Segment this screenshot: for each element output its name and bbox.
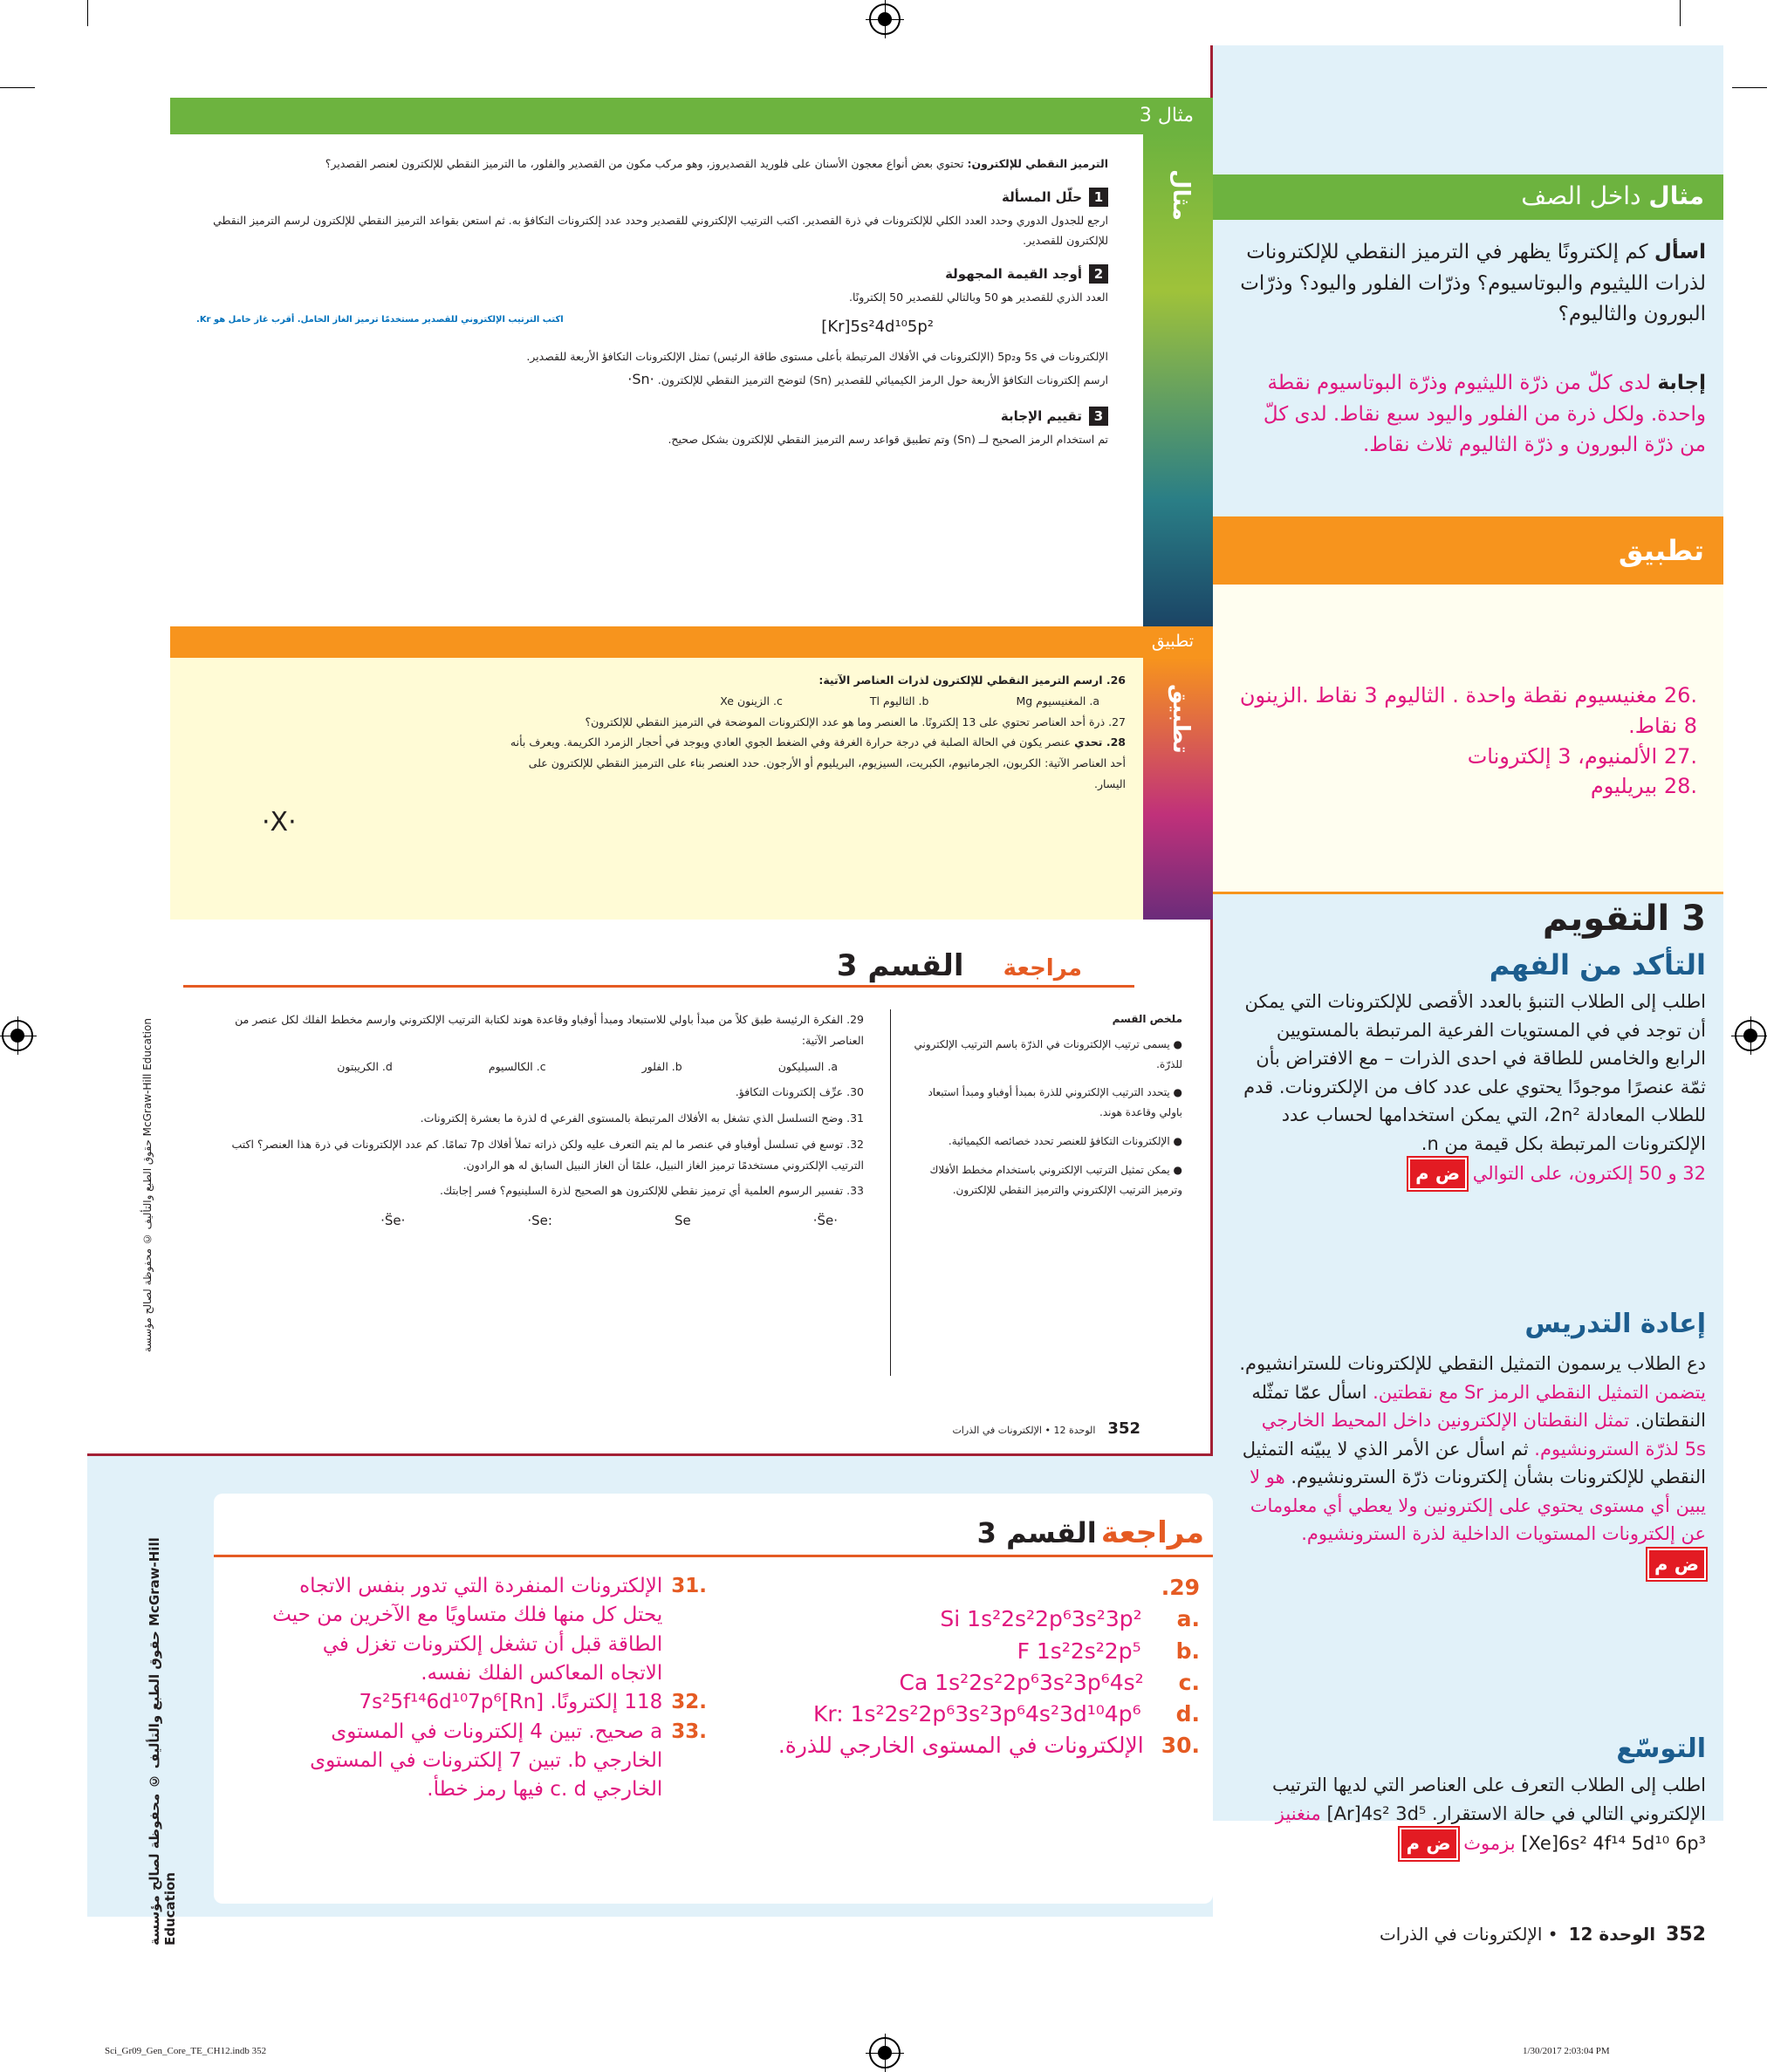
extend-title: التوسّع bbox=[1616, 1734, 1706, 1764]
example-banner: مثال 3 bbox=[170, 98, 1213, 134]
se-option: ·S̈e· bbox=[812, 1213, 838, 1228]
crop-mark bbox=[1732, 87, 1767, 88]
assess-heading: 3 التقويم bbox=[1542, 899, 1706, 939]
bottom-review-right: .29 .a Si 1s²2s²2p⁶3s²3p² .b F 1s²2s²2p⁵ .c Ca 1s²2s²2p⁶3s²3p⁶4s² .d Kr: 1s²2s²2p⁶3s²3p⁶4s²3d¹⁰4p⁶ .30 الإلكترونات في المستوى الخارجي للذرة. bbox=[777, 1575, 1200, 1759]
practice-q27: 27. ذرة أحد العناصر تحتوي على 13 إلكترونًا. ما العنصر وما هو عدد الإلكترونات الموضحة في الترميز النقطي للإلكترون؟ bbox=[585, 715, 1126, 728]
summary-title: ملخص القسم bbox=[1112, 1013, 1182, 1025]
step-2-text-2: الإلكترونات في 5s و5p₂ (الإلكترونات في الأفلاك المرتبطة بأعلى مستوى طاقة الرئيس) تمثل الإلكترونات التكافؤ الأربعة للقصدير. bbox=[526, 350, 1108, 364]
practice-q26a: a. المغنيسيوم Mg bbox=[1016, 694, 1099, 708]
se-option: ·S̈e· bbox=[380, 1213, 406, 1228]
teacher-answer: إجابة لدى كلّ من ذرّة الليثيوم وذرّة البوتاسيوم نقطة واحدة. ولكل ذرة من الفلور واليود سبع نقاط. لدى كلّ من ذرّة البورون و ذرّة الثاليوم ثلاث نقاط. bbox=[1263, 372, 1706, 457]
teacher-footer-unit-bold: الوحدة 12 bbox=[1568, 1924, 1656, 1945]
answer-badge: ض م bbox=[1647, 1549, 1706, 1581]
review-q29b: b. الفلور bbox=[641, 1059, 682, 1073]
crop-mark bbox=[1680, 0, 1681, 26]
review-q29: 29. الفكرة الرئيسة طبق كلاً من مبدأ باولي للاستبعاد ومبدأ أوفباو وقاعدة هوند لكتابة الترتيب الإلكتروني وارسم مخطط الفلك لكل عنصر من العناصر الآتية: bbox=[235, 1013, 864, 1047]
answer-badge: ض م bbox=[1400, 1828, 1458, 1860]
step-2-title: 2أوجد القيمة المجهولة bbox=[196, 263, 1108, 287]
se-option: ·Se: bbox=[527, 1213, 552, 1228]
bottom-review-left: .31 الإلكترونات المنفردة التي تدور بنفس الاتجاه يحتل كل منها فلك متساويًا مع الآخرين من حيث الطاقة قبل أن تشغل إلكترونات تغزل في الاتجاه المعاكس الفلك نفسه. .32 118 إلكترونًا. [Rn]7s²5f¹⁴6d¹⁰7p⁶ .33 a صحيح. تبين 4 إلكترونات في المستوى الخارجي b. تبين 7 إلكترونات في المستوى الخارجي c. d فيها رمز خطأ. bbox=[272, 1575, 707, 1802]
practice-answer: .27 الألمنيوم، 3 إلكترونات bbox=[1467, 743, 1697, 769]
practice-answer: .28 بيريليوم bbox=[1590, 774, 1697, 799]
crop-mark bbox=[0, 87, 35, 88]
summary-item: ● يسمى ترتيب الإلكترونات في الذرّة باسم الترتيب الإلكتروني للذرّة. bbox=[914, 1037, 1182, 1070]
review-q32: 32. توسع في تسلسل أوفباو في عنصر ما لم يتم التعرف عليه ولكن ذراته تملأ أفلاك 7p تمامًا. كم عدد الإلكترونات في ذرة هذا العنصر؟ اكتب الترتيب الإلكتروني مستخدمًا ترميز الغاز النبيل، علمًا أن الغاز النبيل السابق له هو الرادون. bbox=[231, 1137, 864, 1172]
review-divider bbox=[890, 1009, 891, 1376]
practice-body bbox=[170, 658, 1143, 920]
teacher-practice-answers bbox=[1213, 585, 1723, 894]
step-3-text: تم استخدام الرمز الصحيح لــ (Sn) وتم تطبيق قواعد رسم الترميز النقطي للإلكترون بشكل صحيح. bbox=[668, 432, 1108, 446]
se-option: Se bbox=[674, 1213, 691, 1228]
step-2-text-3: ارسم إلكترونات التكافؤ الأربعة حول الرمز الكيميائي للقصدير (Sn) لتوضح الترميز النقطي للإلكترون. ·Sn· bbox=[627, 371, 1108, 388]
bottom-review-title: مراجعة القسم 3 bbox=[214, 1515, 1213, 1557]
review-q31: 31. وضح التسلسل الذي تشغل به الأفلاك المرتبطة بالمستوى الفرعي d لذرة ما بعشرة إلكترونات. bbox=[420, 1111, 864, 1125]
check-title: التأكد من الفهم bbox=[1489, 948, 1706, 981]
se-footer-unit: الوحدة 12 • الإلكترونات في الذرات bbox=[952, 1425, 1096, 1436]
registration-mark-icon bbox=[2, 1020, 33, 1051]
reteach-text: دع الطلاب يرسمون التمثيل النقطي للإلكترونات للسترانشيوم. يتضمن التمثيل النقطي الرمز Sr مع نقطتين. اسأل عمّا تمثّله النقطتان. تمثل النقطتان الإلكترونين داخل المحيط الخارجي 5s لذرّة السترونشيوم. ثم اسأل عن الأمر الذي لا يبيّنه التمثيل النقطي للإلكترونات بشأن إلكترونات ذرّة السترونشيوم. هو لا يبين أي مستوى يحتوي على إلكترونين ولا يعطي أي معلومات عن إلكترونات المستويات الداخلية لذرة السترونشيوم. ض م bbox=[1239, 1350, 1706, 1580]
teacher-ask: اسأل كم إلكترونًا يظهر في الترميز النقطي للإلكترونات لذرات الليثيوم والبوتاسيوم؟ وذرّات الفلور واليود؟ وذرّات البورون والثاليوم؟ bbox=[1240, 241, 1706, 326]
slug-file: Sci_Gr09_Gen_Core_TE_CH12.indb 352 bbox=[105, 2046, 267, 2056]
example-intro: الترميز النقطي للإلكترون: تحتوي بعض أنواع معجون الأسنان على فلوريد القصديروز، وهو مركب مكون من القصدير والفلور، ما الترميز النقطي للإلكترون لعنصر القصدير؟ bbox=[325, 157, 1108, 170]
review-q29a: a. السيليكون bbox=[777, 1059, 838, 1073]
se-footer bbox=[952, 1419, 1140, 1438]
crop-mark bbox=[87, 0, 88, 26]
practice-q26c: c. الزينون Xe bbox=[720, 694, 783, 708]
practice-side-tab: تطبيق bbox=[1168, 684, 1194, 754]
review-q33: 33. تفسير الرسوم العلمية أي ترميز نقطي للإلكترون هو الصحيح لذرة السلينيوم؟ فسر إجابتك. bbox=[439, 1184, 864, 1198]
teacher-practice-banner: تطبيق bbox=[1213, 516, 1723, 585]
registration-mark-icon bbox=[1735, 1020, 1766, 1051]
x-dot-symbol: ·X· bbox=[262, 807, 297, 838]
step-1-title: 1حلّل المسألة bbox=[196, 186, 1108, 210]
review-q29c: c. الكالسيوم bbox=[488, 1059, 546, 1073]
teacher-page-number: 352 bbox=[1666, 1924, 1706, 1945]
slug-date: 1/30/2017 2:03:04 PM bbox=[1523, 2046, 1610, 2056]
bottom-side-copyright: حقوق الطبع والتأليف © محفوظة لصالح مؤسسة McGraw-Hill Education bbox=[147, 1537, 178, 1945]
summary-item: ● يتحدد الترتيب الإلكتروني للذرة بمبدأ أوفباو ومبدأ استبعاد باولي وقاعدة هوند. bbox=[928, 1086, 1182, 1119]
practice-q26b: b. الثاليوم Tl bbox=[869, 694, 929, 708]
teacher-footer bbox=[1239, 1924, 1706, 1945]
example-body bbox=[170, 134, 1143, 658]
example-side-tab: مثال bbox=[1168, 169, 1194, 222]
summary-item: ● الإلكترونات التكافؤ للعنصر تحدد خصائصه الكيميائية. bbox=[948, 1134, 1182, 1147]
teacher-column bbox=[1213, 45, 1723, 1821]
teacher-example-banner: مثال داخل الصف bbox=[1213, 174, 1723, 220]
bottom-review-panel bbox=[214, 1494, 1213, 1904]
check-text: اطلب إلى الطلاب التنبؤ بالعدد الأقصى للإلكترونات التي يمكن أن توجد في في المستويات الفرعية المرتبطة بالمستويين الرابع والخامس للطاقة في احدى الذرات – مع الافتراض بأن ثمّة عنصرًا موجودًا يحتوي على عدد كاف من الإلكترونات. قدم للطلاب المعادلة 2n²، التي يمكن استخدامها لحساب عدد الإلكترونات المرتبطة بكل قيمة من n. 32 و 50 إلكترون، على التوالي ض م bbox=[1239, 988, 1706, 1190]
practice-q26-options bbox=[196, 691, 1126, 712]
student-edition-page bbox=[87, 45, 1213, 1456]
step-2-config: [Kr]5s²4d¹⁰5p² bbox=[821, 318, 934, 336]
practice-q28: 28. تحدي عنصر يكون في الحالة الصلبة في درجة حرارة الغرفة وفي الضغط الجوي العادي ويوجد في أحجار الزمرد الكريمة. ويعرف بأنه أحد العناصر الآتية: الكربون، الجرمانيوم، الكبريت، السيزيوم، البريليوم أو الأرجون. حدد العنصر بناء على الترميز النقطي للإلكترون على اليسار. bbox=[510, 735, 1126, 790]
extend-text: اطلب إلى الطلاب التعرف على العناصر التي لديها الترتيب الإلكتروني التالي في حالة الاستقرار. [Ar]4s² 3d⁵ منغنيز [Xe]6s² 4f¹⁴ 5d¹⁰ 6p³ بزموث ض م bbox=[1239, 1771, 1706, 1860]
practice-q26: 26. ارسم الترميز النقطي للإلكترون لذرات العناصر الآتية: bbox=[818, 674, 1126, 687]
practice-banner: تطبيق bbox=[170, 626, 1213, 658]
se-page-number: 352 bbox=[1107, 1419, 1140, 1438]
answer-badge: ض م bbox=[1408, 1158, 1467, 1190]
review-summary bbox=[903, 1009, 1182, 1200]
registration-mark-icon bbox=[869, 3, 901, 35]
registration-mark-icon bbox=[869, 2037, 901, 2069]
step-2-note: اكتب الترتيب الإلكتروني للقصدير مستخدمًا ترميز الغاز الخامل. أقرب غاز خامل هو Kr. bbox=[196, 315, 564, 325]
review-q29d: d. الكريبتون bbox=[337, 1059, 393, 1073]
se-side-copyright: حقوق الطبع والتأليف © محفوظة لصالح مؤسسة McGraw-Hill Education bbox=[141, 1018, 154, 1352]
step-1-text: ارجع للجدول الدوري وحدد العدد الكلي للإلكترونات في ذرة القصدير. اكتب الترتيب الإلكتروني للقصدير وحدد عدد إلكترونات التكافؤ به. ثم استعن بقواعد الترميز النقطي للإلكترون لرسم الترميز النقطي للإلكترون للقصدير. bbox=[213, 213, 1108, 247]
teacher-footer-unit: • الإلكترونات في الذرات bbox=[1379, 1924, 1558, 1945]
practice-answer: .26 مغنيسيوم نقطة واحدة . الثاليوم 3 نقاط .الزينون 8 نقاط. bbox=[1239, 683, 1697, 738]
reteach-title: إعادة التدريس bbox=[1524, 1309, 1706, 1339]
practice-side-strip bbox=[1143, 658, 1213, 920]
step-2-text: العدد الذري للقصدير هو 50 وبالتالي للقصدير 50 إلكترونًا. bbox=[849, 290, 1108, 304]
review-questions bbox=[209, 1009, 864, 1234]
review-title: مراجعة القسم 3 bbox=[183, 948, 1134, 988]
review-q30: 30. عرِّف إلكترونات التكافؤ. bbox=[735, 1085, 864, 1099]
summary-item: ● يمكن تمثيل الترتيب الإلكتروني باستخدام مخطط الأفلاك وترميز الترتيب الإلكتروني والترميز النقطي للإلكترون. bbox=[929, 1163, 1182, 1196]
step-3-title: 3تقييم الإجابة bbox=[196, 405, 1108, 429]
example-side-strip bbox=[1143, 134, 1213, 658]
